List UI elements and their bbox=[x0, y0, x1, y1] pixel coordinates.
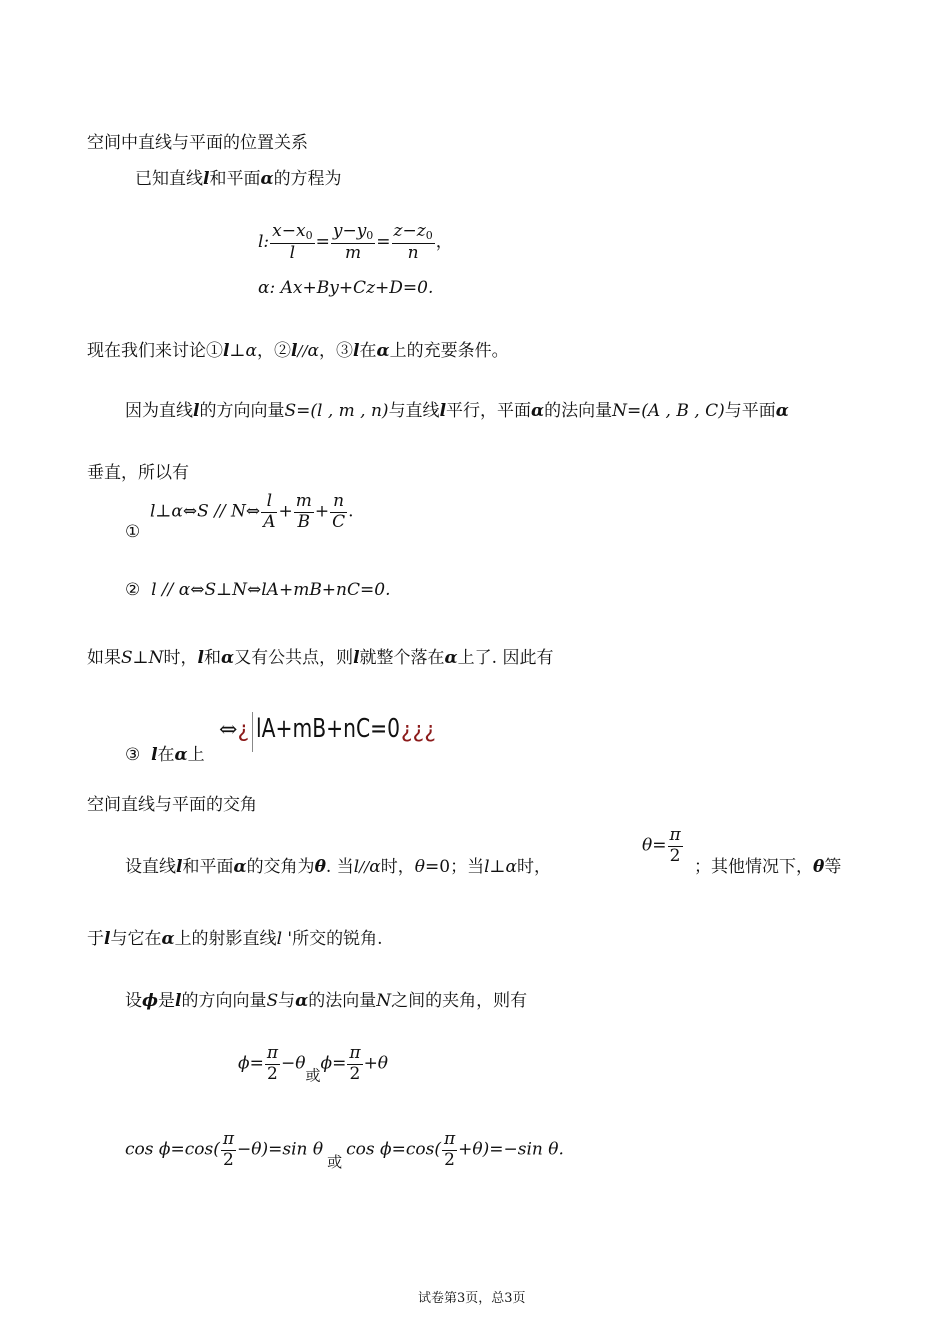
angle-paragraph-tail: ；其他情况下，θ等 bbox=[694, 857, 842, 877]
condition-in-plane-label: ③ l在α上 bbox=[125, 745, 205, 765]
vector-paragraph-cont: 垂直，所以有 bbox=[87, 463, 189, 483]
section-title: 空间中直线与平面的位置关系 bbox=[87, 133, 308, 153]
condition-perpendicular: l⊥α⇔S // N⇔ $\frac{l}{A}$ + $\frac{m}{B}$ + $\frac{n}{C}$ . bbox=[150, 491, 354, 532]
plane-equation: α: Ax+By+Cz+D=0. bbox=[258, 278, 434, 298]
theta-half-pi: θ= $\frac{\pi}{2}$ bbox=[642, 825, 681, 866]
section-title-angle: 空间直线与平面的交角 bbox=[87, 795, 257, 815]
angle-paragraph-cont: 于l与它在α上的射影直线l '所交的锐角. bbox=[87, 929, 383, 949]
angle-paragraph: 设直线l和平面α的交角为θ. 当l//α时，θ=0；当l⊥α时， bbox=[125, 857, 551, 877]
discussion-paragraph: 现在我们来讨论①l⊥α，②l//α，③l在α上的充要条件。 bbox=[87, 341, 509, 361]
page-footer: 试卷第3页，总3页 bbox=[418, 1291, 526, 1306]
condition-parallel: ② l // α⇔S⊥N⇔lA+mB+nC=0. bbox=[125, 580, 391, 600]
circled-number-1: ① bbox=[125, 522, 141, 542]
phi-paragraph: 设ϕ是l的方向向量S与α的法向量N之间的夹角，则有 bbox=[125, 991, 528, 1011]
intro-paragraph: 已知直线l和平面α的方程为 bbox=[135, 169, 342, 189]
vector-paragraph: 因为直线l的方向向量S=(l , m , n)与直线l平行，平面α的法向量N=(A , B , C)与平面α bbox=[125, 401, 789, 421]
phi-equation: ϕ= $\frac{\pi}{2}$ −θ或ϕ= $\frac{\pi}{2}$ +θ bbox=[238, 1043, 389, 1085]
coplanar-paragraph: 如果S⊥N时，l和α又有公共点，则l就整个落在α上了. 因此有 bbox=[87, 648, 554, 668]
cos-equation: cos ϕ=cos( $\frac{\pi}{2}$ −θ)=sin θ或cos ϕ=cos( $\frac{\pi}{2}$ +θ)=−sin θ. bbox=[125, 1129, 564, 1171]
condition-in-plane-expr: ⇔¿ lA+mB+nC=0¿¿¿ bbox=[219, 712, 436, 752]
line-equation: l: $\frac{x-x_0}{l}$ = $\frac{y-y_0}{m}$ = $\frac{z-z_0}{n}$ ， bbox=[258, 221, 453, 263]
